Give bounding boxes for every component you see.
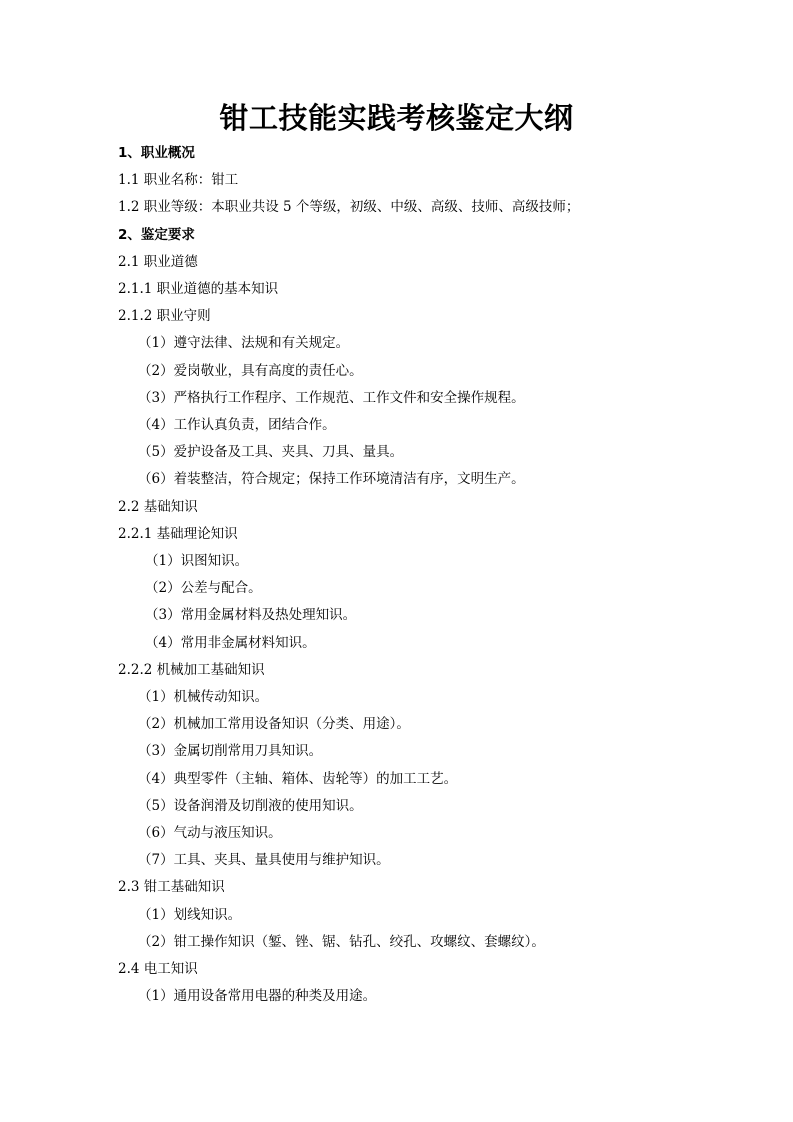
list-item: （1）机械传动知识。 [138,689,269,705]
section-heading: 2、鉴定要求 [118,226,195,243]
list-item: （4）典型零件（主轴、箱体、齿轮等）的加工工艺。 [138,770,458,787]
list-item: （3）常用金属材料及热处理知识。 [145,607,357,624]
section-line: 2.1.2 职业守则 [118,308,211,325]
list-item: （4）工作认真负责，团结合作。 [138,417,336,433]
list-item: （5）爱护设备及工具、夹具、刀具、量具。 [138,444,404,461]
list-item: （2）爱岗敬业，具有高度的责任心。 [138,362,363,379]
section-line: 2.3 钳工基础知识 [118,879,225,896]
list-item: （4）常用非金属材料知识。 [145,634,316,651]
section-line: 2.1 职业道德 [118,253,198,270]
section-line: 2.2 基础知识 [118,498,198,515]
document-title: 钳工技能实践考核鉴定大纲 [219,101,574,135]
list-item: （2）钳工操作知识（錾、锉、锯、钻孔、绞孔、攻螺纹、套螺纹）。 [138,933,545,950]
list-item: （1）识图知识。 [145,553,249,569]
list-item: （6）气动与液压知识。 [138,825,282,841]
section-line: 1.2 职业等级：本职业共设 5 个等级，初级、中级、高级、技师、高级技师； [118,199,580,216]
list-item: （2）公差与配合。 [145,580,262,597]
list-item: （5）设备润滑及切削液的使用知识。 [138,797,363,814]
list-item: （3）严格执行工作程序、工作规范、工作文件和安全操作规程。 [138,389,525,406]
section-line: 1.1 职业名称：钳工 [118,172,239,189]
list-item: （7）工具、夹具、量具使用与维护知识。 [138,852,390,869]
section-line: 2.1.1 职业道德的基本知识 [118,281,279,297]
section-line: 2.4 电工知识 [118,961,198,977]
section-line: 2.2.1 基础理论知识 [118,525,238,542]
section-heading: 1、职业概况 [118,145,195,161]
list-item: （1）遵守法律、法规和有关规定。 [138,335,350,352]
list-item: （3）金属切削常用刀具知识。 [138,743,323,760]
list-item: （6）着装整洁，符合规定；保持工作环境清洁有序，文明生产。 [138,471,525,488]
list-item: （1）通用设备常用电器的种类及用途。 [138,988,377,1005]
list-item: （2）机械加工常用设备知识（分类、用途）。 [138,716,410,733]
section-line: 2.2.2 机械加工基础知识 [118,661,265,678]
list-item: （1）划线知识。 [138,906,242,923]
